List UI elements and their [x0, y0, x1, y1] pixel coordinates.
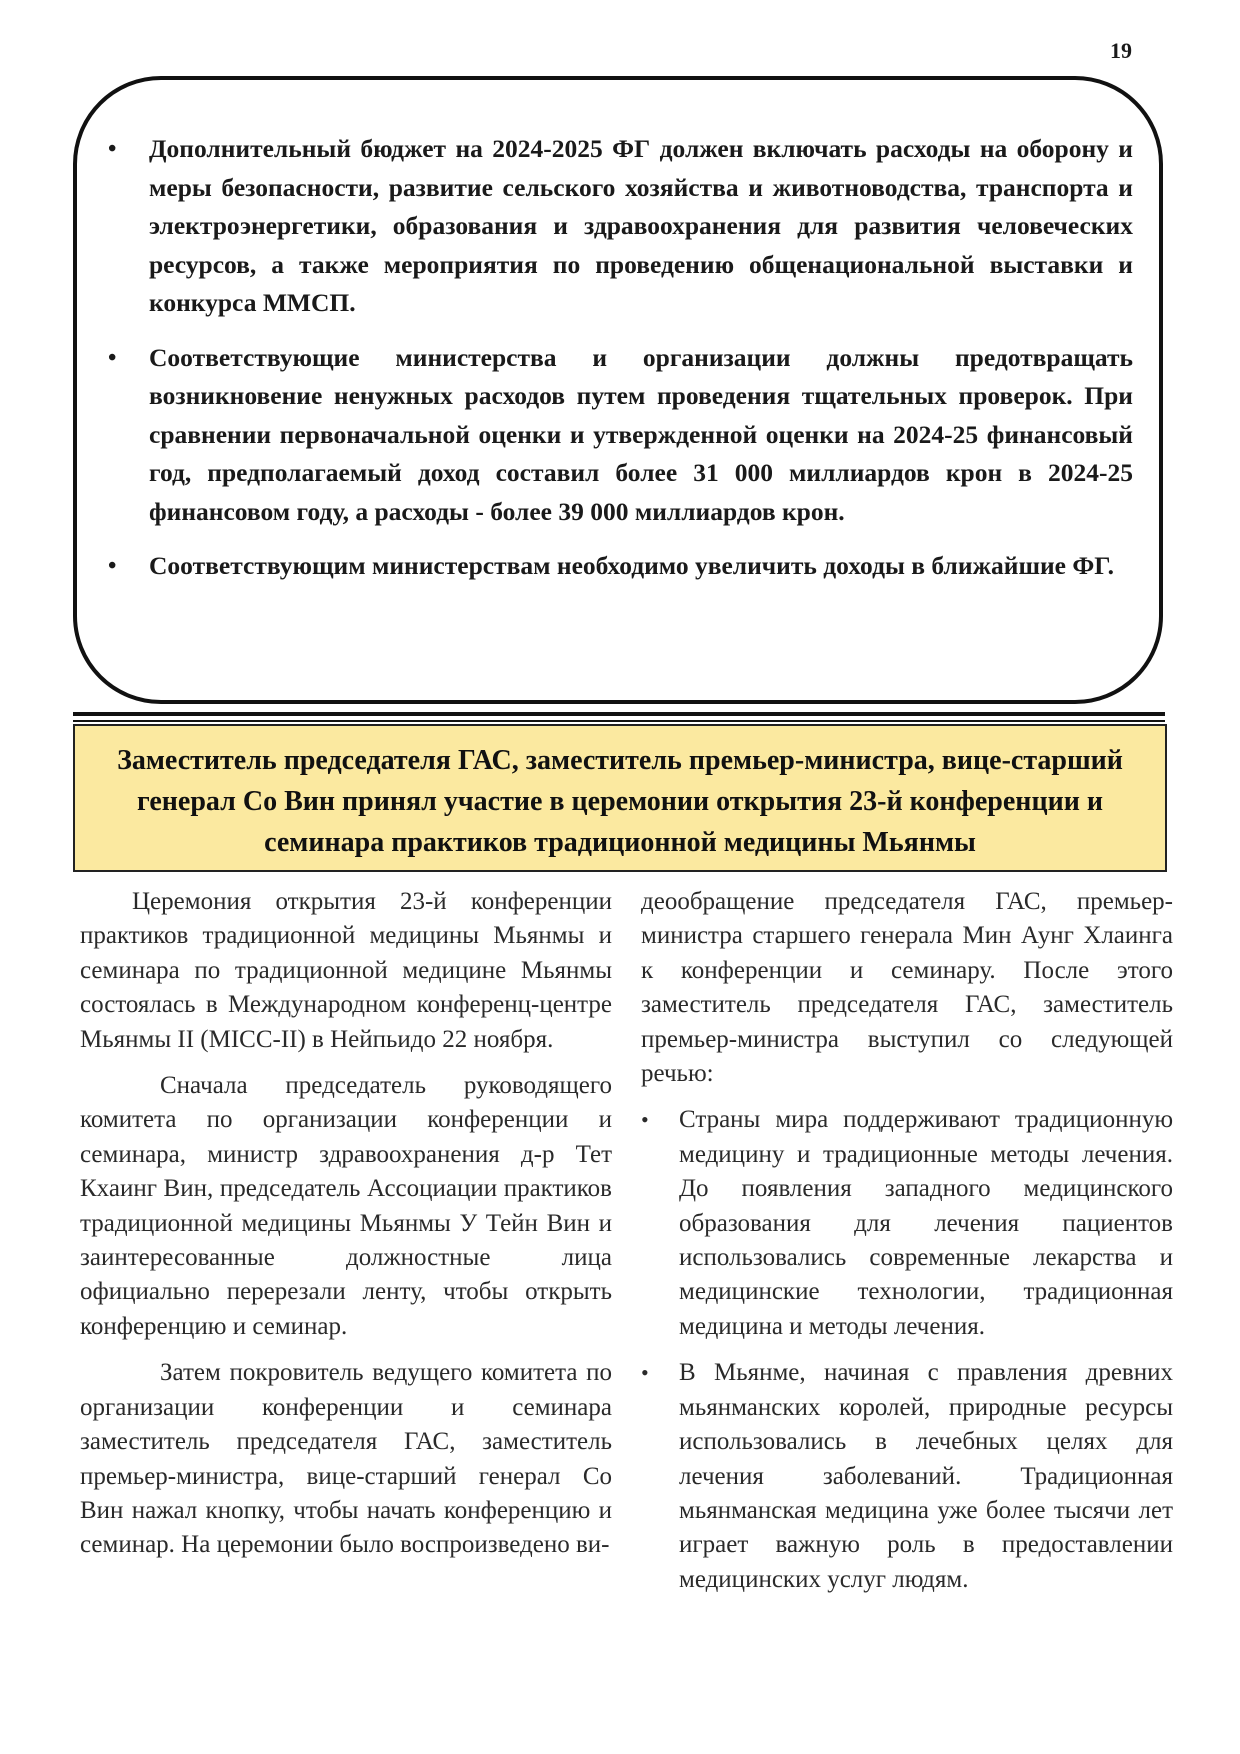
summary-box [73, 76, 1163, 704]
left-column [80, 885, 612, 1575]
summary-item: • Дополнительный бюджет на 2024-2025 ФГ должен включать расходы на оборону и меры безопасности, развитие сельского хозяйства и животноводства, транспорта и электроэнергетики, образования и здравоохранения для развития человеческих ресурсов, а также мероприятия по проведению общенациональной выставки и конкурса ММСП. [149, 130, 1133, 323]
paragraph: Церемония открытия 23-й конференции практиков традиционной медицины Мьянмы и семинара по традиционной медицине Мьянмы состоялась в Международном конференц-центре Мьянмы II (MICC-II) в Нейпьидо 22 ноября. [80, 888, 612, 1053]
divider [73, 712, 1165, 716]
article-headline: Заместитель председателя ГАС, заместитель премьер-министра, вице-старший генерал Со Вин принял участие в церемонии открытия 23-й конференции и семинара практиков традиционной медицины Мьянмы [117, 745, 1123, 858]
speech-item: • В Мьянме, начиная с правления древних мьянманских королей, природные ресурсы использовались в лечебных целях для лечения заболеваний. Традиционная мьянманская медицина уже более тысячи лет играет важную роль в предоставлении медицинских услуг людям. [641, 1356, 1173, 1597]
divider [73, 720, 1165, 722]
paragraph: деообращение председателя ГАС, премьер-министра старшего генерала Мин Аунг Хлаинга к конференции и семинару. После этого заместитель председателя ГАС, заместитель премьер-министра выступил со следующей речью: [641, 888, 1173, 1088]
headline-box [73, 724, 1167, 872]
page-number: 19 [1110, 38, 1132, 63]
paragraph: Сначала председатель руководящего комитета по организации конференции и семинара, министр здравоохранения д-р Тет Кхаинг Вин, председатель Ассоциации практиков традиционной медицины Мьянмы У Тейн Вин и заинтересованные должностные лица официально перерезали ленту, чтобы открыть конференцию и семинар. [80, 1072, 612, 1340]
summary-item: • Соответствующие министерства и организации должны предотвращать возникновение ненужных расходов путем проведения тщательных проверок. При сравнении первоначальной оценки и утвержденной оценки на 2024-25 финансовый год, предполагаемый доход составил более 31 000 миллиардов крон в 2024-25 финансовом году, а расходы - более 39 000 миллиардов крон. [149, 339, 1133, 532]
right-column [641, 885, 1173, 1609]
speech-item: • Страны мира поддерживают традиционную медицину и традиционные методы лечения. До появления западного медицинского образования для лечения пациентов использовались современные лекарства и медицинские технологии, традиционная медицина и методы лечения. [641, 1103, 1173, 1344]
summary-item: • Соответствующим министерствам необходимо увеличить доходы в ближайшие ФГ. [149, 547, 1133, 586]
speech-list [641, 1103, 1173, 1597]
paragraph: Затем покровитель ведущего комитета по организации конференции и семинара заместитель председателя ГАС, заместитель премьер-министра, вице-старший генерал Со Вин нажал кнопку, чтобы начать конференцию и семинар. На церемонии было воспроизведено ви- [80, 1359, 612, 1559]
summary-list [149, 130, 1133, 602]
